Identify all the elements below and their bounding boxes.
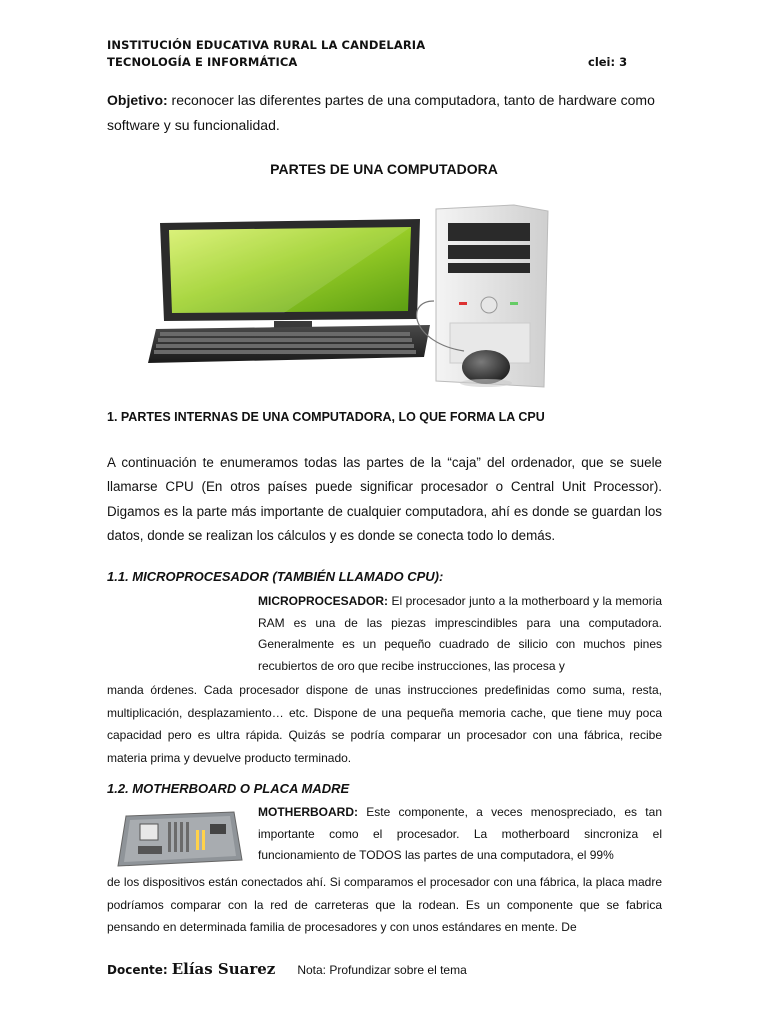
motherboard-wrap-text: Este componente, a veces menospreciado, es tan importante como el procesador. La motherboard sincroniza el funcionamiento de TODOS las partes de una computadora, el 99%: [258, 805, 662, 863]
objective-label: Objetivo:: [107, 92, 168, 108]
section-1-paragraph: A continuación te enumeramos todas las partes de la “caja” del ordenador, que se suele llamarse CPU (En otros países puede significar procesador o Central Unit Processor). Digamos es la parte más importante de cualquier computadora, ahí es donde se guardan los datos, donde se realizan los cálculos y es donde se conecta todo lo demás.: [107, 455, 662, 543]
teacher-label: Docente:: [107, 963, 168, 977]
subsection-1-2-title: 1.2. MOTHERBOARD O PLACA MADRE: [107, 781, 350, 796]
microprocesador-wrap-text: El procesador junto a la motherboard y la memoria RAM es una de las piezas imprescindibles para una computadora. Generalmente es un pequeño cuadrado de silicio con muchos pines recubiertos de oro que recibe instrucciones, las procesa y: [258, 594, 662, 674]
teacher-name: Elías Suarez: [171, 960, 276, 978]
motherboard-full-text: de los dispositivos están conectados ahí. Si comparamos el procesador con una fábrica, la placa madre podríamos comparar con la red de carreteras que la rodean. Es un componente que se fabrica pensando en determinada familia de procesadores y con unos estándares en mente. De: [107, 875, 662, 934]
footer-note: Nota: Profundizar sobre el tema: [297, 963, 467, 977]
objective: [107, 88, 667, 138]
microprocesador-label: MICROPROCESADOR:: [258, 594, 389, 608]
section-1-title: 1. PARTES INTERNAS DE UNA COMPUTADORA, LO QUE FORMA LA CPU: [107, 410, 545, 424]
page-title: PARTES DE UNA COMPUTADORA: [270, 161, 498, 177]
subject-name: TECNOLOGÍA E INFORMÁTICA: [107, 55, 298, 69]
motherboard-image: [116, 810, 244, 868]
microprocesador-text: [258, 591, 662, 678]
school-name: INSTITUCIÓN EDUCATIVA RURAL LA CANDELARIA: [107, 38, 426, 52]
motherboard-label: MOTHERBOARD:: [258, 805, 358, 819]
footer: [107, 960, 467, 978]
microprocesador-full-text: manda órdenes. Cada procesador dispone de unas instrucciones predefinidas como suma, resta, multiplicación, desplazamiento… etc. Dispone de una pequeña memoria cache, que tiene muy poca capacidad pero es ultra rápida. Quizás se podría comparar un procesador con una fábrica, recibe materia prima y devuelve producto terminado.: [107, 683, 662, 765]
desktop-computer-image: [134, 201, 634, 393]
objective-text: reconocer las diferentes partes de una computadora, tanto de hardware como software y su funcionalidad.: [107, 92, 655, 133]
subsection-1-1-title: 1.1. MICROPROCESADOR (TAMBIÉN LLAMADO CPU):: [107, 569, 444, 584]
clei-label: clei: 3: [588, 55, 628, 69]
motherboard-text: [258, 802, 662, 867]
